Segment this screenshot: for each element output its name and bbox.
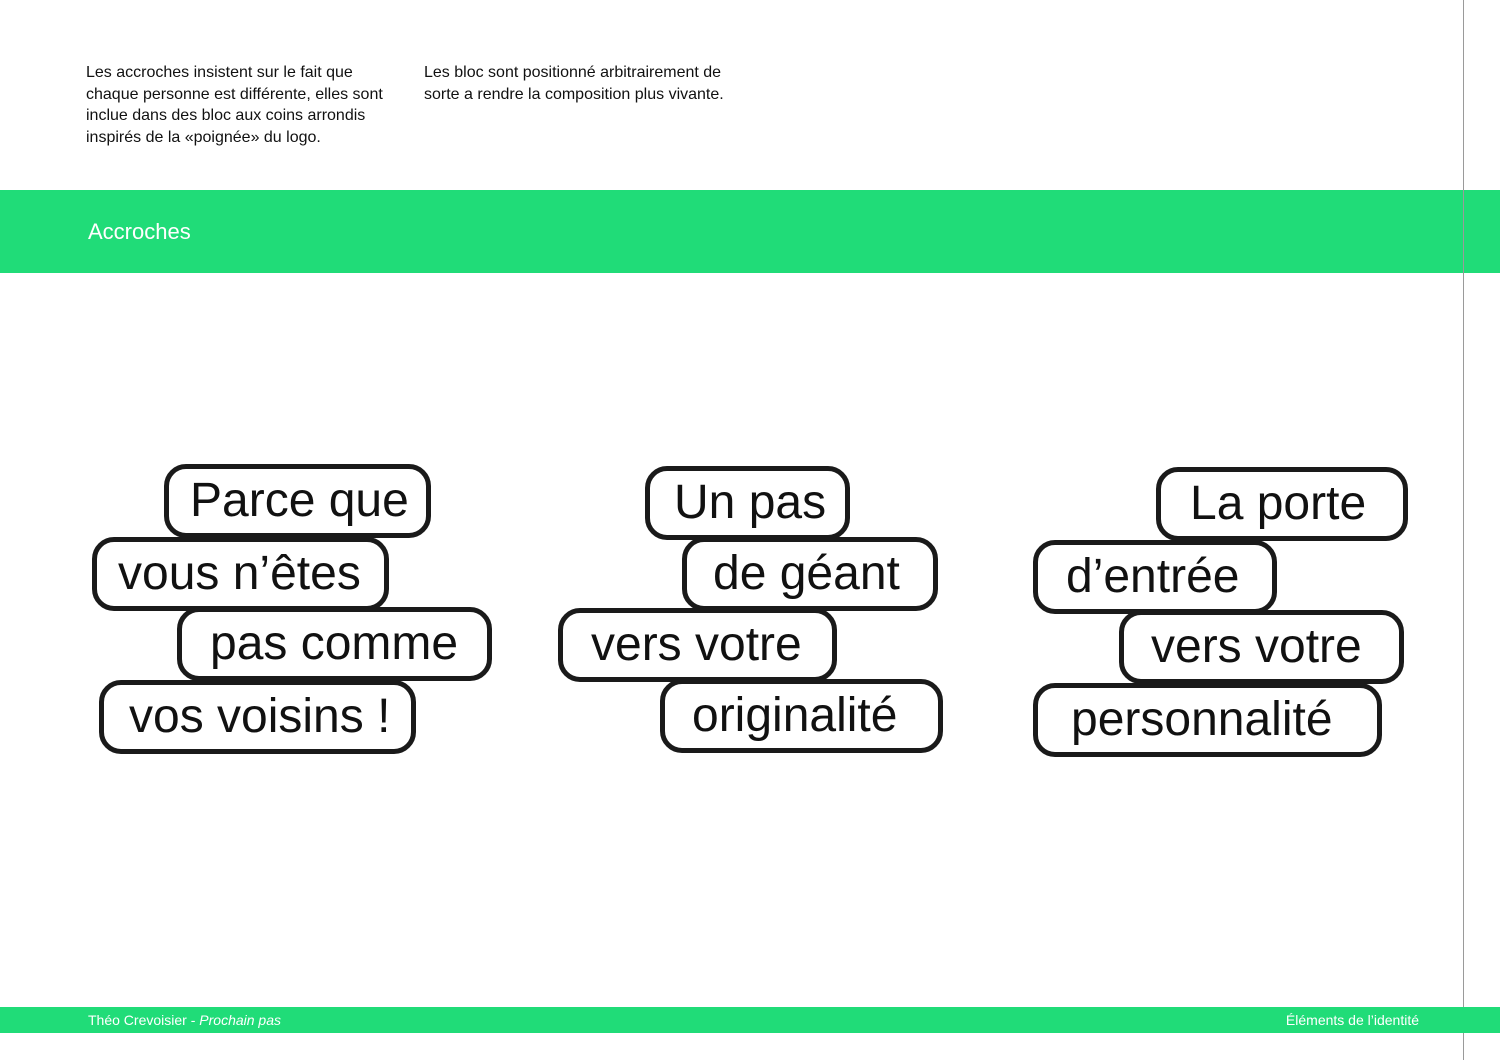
tagline-block: Un pas (645, 466, 850, 540)
tagline-block: de géant (682, 537, 938, 611)
tagline-block: vos voisins ! (99, 680, 416, 754)
footer-author: Théo Crevoisier (88, 1012, 187, 1028)
tagline-block: La porte (1156, 467, 1408, 541)
tagline-block: pas comme (177, 607, 492, 681)
tagline-block: vers votre (1119, 610, 1404, 684)
intro-text-right: Les bloc sont positionné arbitrairement de sorte a rendre la composition plus vivante. (424, 64, 724, 103)
tagline-block: vous n’êtes (92, 537, 389, 611)
section-title: Accroches (88, 219, 191, 244)
tagline-block: originalité (660, 679, 943, 753)
footer-chapter: Éléments de l’identité (1285, 1012, 1419, 1028)
section-band (0, 190, 1500, 273)
intro-text-left: Les accroches insistent sur le fait que chaque personne est différente, elles sont inclue dans des bloc aux coins arrondis inspirés de la «poignée» du logo. (86, 64, 383, 146)
tagline-block: Parce que (164, 464, 431, 538)
footer-credit (88, 1011, 281, 1029)
tagline-block: d’entrée (1033, 540, 1277, 614)
tagline-block: vers votre (558, 608, 837, 682)
footer-separator: - (186, 1012, 200, 1028)
margin-rule (1463, 0, 1464, 1060)
tagline-block: personnalité (1033, 683, 1382, 757)
footer-project: Prochain pas (199, 1012, 281, 1028)
